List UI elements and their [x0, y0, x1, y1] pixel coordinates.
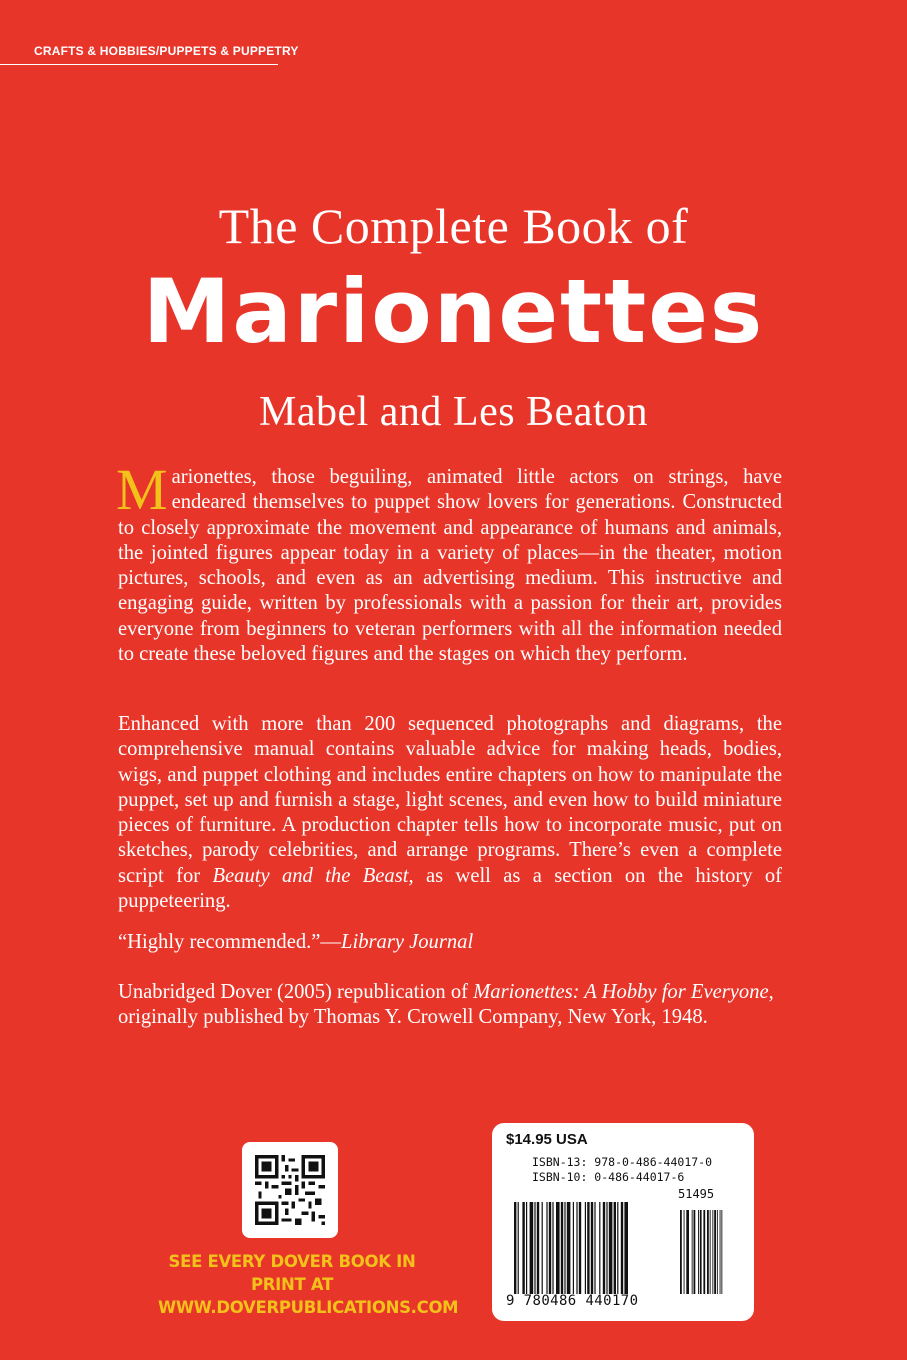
review-quote	[118, 930, 473, 955]
dover-website-link[interactable]: WWW.DOVERPUBLICATIONS.COM	[158, 1298, 459, 1317]
description-paragraph-2-text: Enhanced with more than 200 sequenced photographs and diagrams, the comprehensive manual contains valuable advice for making heads, bodies, wigs, and puppet clothing and includes entire chapters on how to manipulate the puppet, set up and furnish a stage, light scenes, and even how to build miniature pieces of furniture. A production chapter tells how to incorporate music, put on sketches, parody celebrities, and arrange programs. There’s even a complete script for	[118, 713, 782, 887]
drop-cap: M	[116, 457, 168, 522]
book-title: Marionettes	[142, 260, 765, 363]
publication-note	[118, 980, 798, 1031]
review-source: Library Journal	[341, 931, 474, 953]
isbn-13: ISBN-13: 978-0-486-44017-0	[532, 1155, 713, 1169]
dover-promo	[158, 1250, 459, 1319]
promo-line-1: SEE EVERY DOVER BOOK IN PRINT AT	[168, 1252, 416, 1294]
qr-code-icon	[255, 1155, 325, 1225]
author-name: Mabel and Les Beaton	[258, 389, 649, 435]
category-label: CRAFTS & HOBBIES/PUPPETS & PUPPETRY	[34, 44, 299, 58]
original-title: Marionettes: A Hobby for Everyone	[473, 981, 769, 1003]
publication-note-suffix: , originally published by Thomas Y. Crowell Company, New York, 1948.	[118, 981, 774, 1029]
category-rule	[0, 64, 278, 65]
description-paragraph-2	[118, 712, 782, 914]
description-paragraph-1-text: arionettes, those beguiling, animated little actors on strings, have endeared themselves to puppet show lovers for generations. Constructed to closely approximate the movement and appearance of humans and animals, the jointed figures appear today in a variety of places—in the theater, motion pictures, schools, and even as an advertising medium. This instructive and engaging guide, written by professionals with a passion for their art, provides everyone from beginners to veteran performers with all the information needed to create these beloved figures and the stages on which they perform.	[118, 466, 782, 666]
title-line1: The Complete Book of	[218, 198, 689, 254]
isbn-10: ISBN-10: 0-486-44017-6	[532, 1170, 685, 1184]
price-label: $14.95 USA	[506, 1131, 588, 1148]
barcode-icon	[514, 1202, 736, 1294]
description-paragraph-2-end: as well as a section on the history of puppeteering.	[118, 864, 783, 913]
script-title: Beauty and the Beast,	[212, 864, 414, 887]
price-code: 51495	[678, 1187, 715, 1201]
barcode-box	[492, 1123, 754, 1321]
review-text: “Highly recommended.”—	[118, 931, 342, 953]
description-paragraph-1	[116, 457, 782, 667]
qr-code[interactable]	[242, 1142, 338, 1238]
publication-note-prefix: Unabridged Dover (2005) republication of	[118, 981, 474, 1003]
ean-number: 9 780486 440170	[506, 1293, 639, 1309]
